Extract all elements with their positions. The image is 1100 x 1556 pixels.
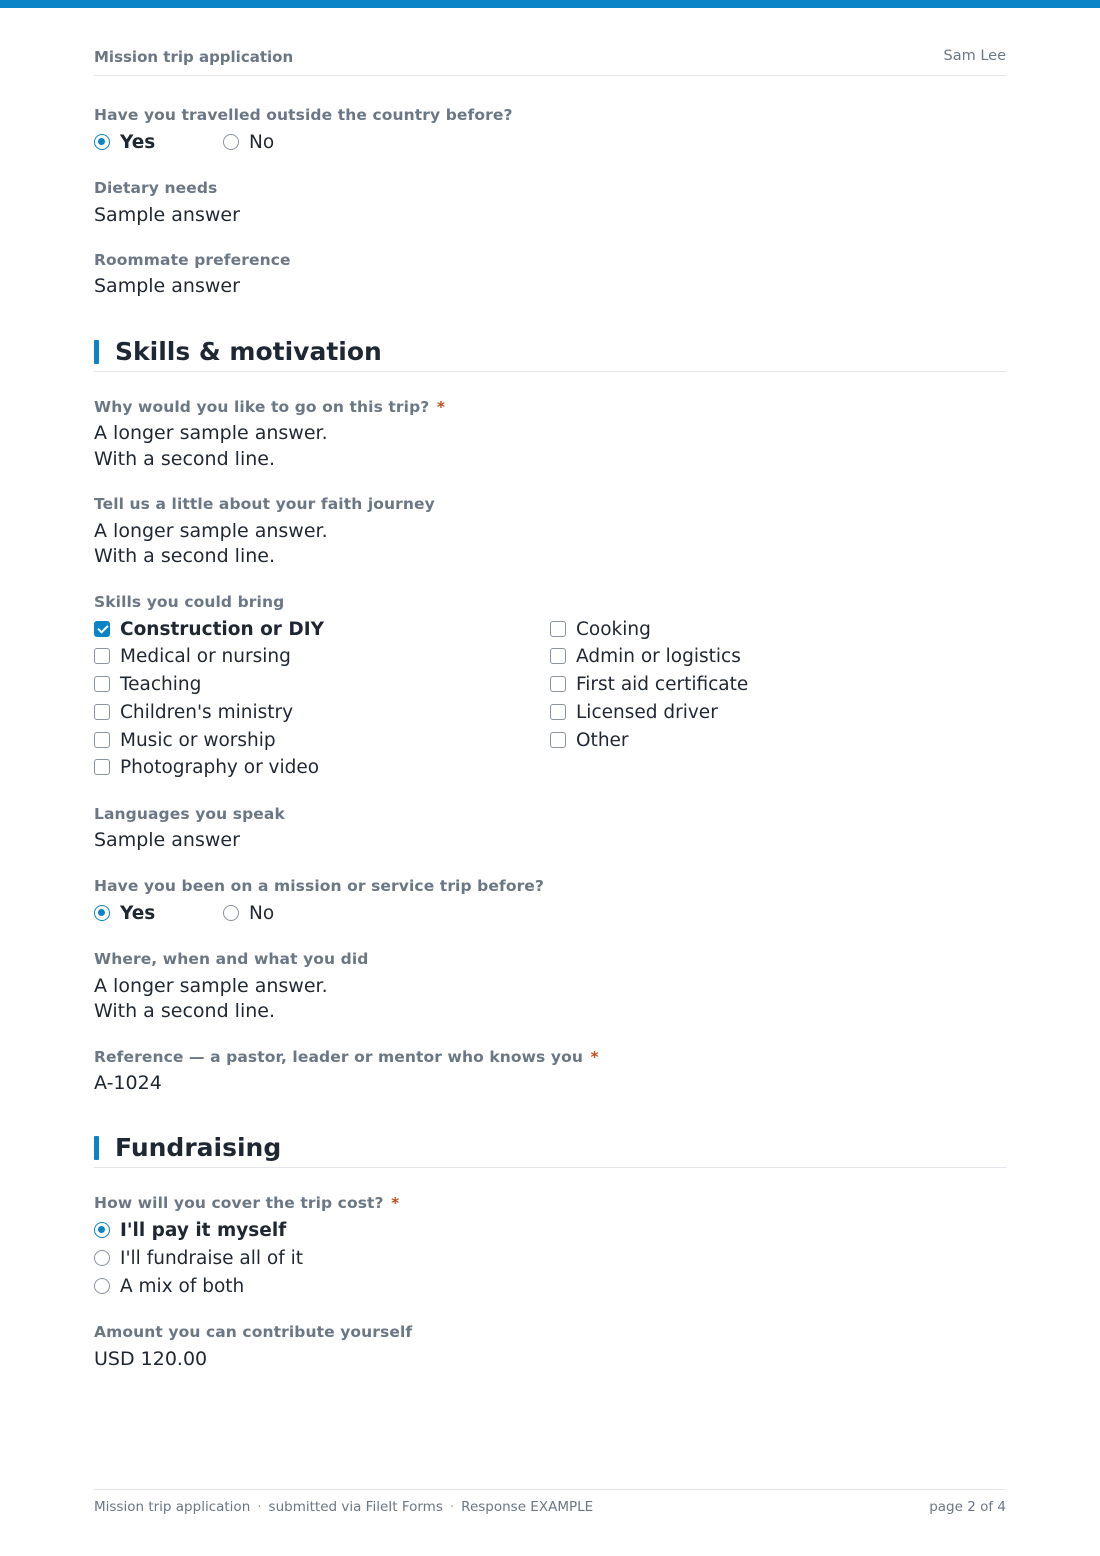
checkbox-label: Construction or DIY	[120, 618, 324, 640]
answer-where-line-1: A longer sample answer.	[94, 975, 328, 997]
respondent-name: Sam Lee	[943, 48, 1006, 64]
checkbox-skill-teaching[interactable]	[94, 672, 201, 696]
footer-submitted-via: submitted via FileIt Forms	[268, 1499, 443, 1515]
question-label-why	[94, 398, 445, 416]
checkbox-empty-icon	[550, 704, 566, 720]
radio-option-label: I'll fundraise all of it	[120, 1247, 303, 1269]
footer-response-id: Response EXAMPLE	[461, 1499, 594, 1515]
checkbox-label: First aid certificate	[576, 673, 749, 695]
form-title: Mission trip application	[94, 48, 294, 66]
checkbox-skill-medical[interactable]	[94, 644, 291, 668]
required-mark: *	[391, 1194, 400, 1212]
checkbox-skill-first-aid[interactable]	[550, 672, 748, 696]
question-label-where: Where, when and what you did	[94, 950, 369, 968]
section-title-fundraising: Fundraising	[115, 1133, 282, 1162]
question-label-faith: Tell us a little about your faith journey	[94, 495, 435, 513]
checkbox-skill-cooking[interactable]	[550, 617, 651, 641]
checkbox-skill-music[interactable]	[94, 728, 276, 752]
answer-why-line-1: A longer sample answer.	[94, 422, 328, 444]
checkbox-label: Music or worship	[120, 729, 276, 751]
radio-option-label: I'll pay it myself	[120, 1219, 287, 1241]
section-title-skills: Skills & motivation	[115, 337, 382, 366]
checkbox-label: Cooking	[576, 618, 651, 640]
radio-option-travelled-no[interactable]	[223, 130, 274, 154]
radio-unselected-icon	[94, 1250, 110, 1266]
required-mark: *	[590, 1048, 599, 1066]
checkbox-skill-other[interactable]	[550, 728, 629, 752]
page-header	[94, 48, 1006, 76]
answer-faith-line-1: A longer sample answer.	[94, 520, 328, 542]
page-footer	[94, 1489, 1006, 1519]
checkbox-label: Other	[576, 729, 629, 751]
form-page	[94, 0, 1006, 1556]
question-label-text: Reference — a pastor, leader or mentor who knows you	[94, 1048, 583, 1066]
radio-selected-icon	[94, 134, 110, 150]
checkbox-label: Photography or video	[120, 756, 320, 778]
question-label-mission-before: Have you been on a mission or service trip before?	[94, 877, 545, 895]
radio-unselected-icon	[223, 134, 239, 150]
question-label-amount: Amount you can contribute yourself	[94, 1323, 413, 1341]
radio-selected-icon	[94, 1222, 110, 1238]
radio-option-label: Yes	[120, 131, 156, 153]
question-label-languages: Languages you speak	[94, 805, 285, 823]
checkbox-label: Medical or nursing	[120, 645, 291, 667]
checkbox-skill-driver[interactable]	[550, 700, 718, 724]
required-mark: *	[436, 398, 446, 416]
question-label-text: How will you cover the trip cost?	[94, 1194, 384, 1212]
question-label-reference	[94, 1048, 599, 1066]
answer-roommate: Sample answer	[94, 275, 240, 297]
footer-separator: ·	[449, 1499, 455, 1515]
checkbox-empty-icon	[94, 676, 110, 692]
radio-option-label: A mix of both	[120, 1275, 245, 1297]
checkbox-empty-icon	[94, 759, 110, 775]
radio-selected-icon	[94, 905, 110, 921]
footer-form-name: Mission trip application	[94, 1499, 251, 1515]
checkbox-label: Teaching	[120, 673, 202, 695]
checkbox-skill-admin[interactable]	[550, 644, 741, 668]
checkbox-empty-icon	[94, 648, 110, 664]
checkbox-label: Licensed driver	[576, 701, 718, 723]
checkbox-label: Admin or logistics	[576, 645, 741, 667]
radio-unselected-icon	[223, 905, 239, 921]
section-header-skills	[94, 336, 1006, 372]
answer-where-line-2: With a second line.	[94, 1000, 275, 1022]
footer-info	[94, 1499, 593, 1515]
answer-why-line-2: With a second line.	[94, 448, 275, 470]
radio-unselected-icon	[94, 1278, 110, 1294]
question-label-text: Why would you like to go on this trip?	[94, 398, 430, 416]
radio-option-label: No	[249, 131, 275, 153]
checkbox-checked-icon	[94, 621, 110, 637]
radio-option-cost-pay-myself[interactable]	[94, 1218, 286, 1242]
radio-option-mission-yes[interactable]	[94, 901, 155, 925]
checkbox-empty-icon	[550, 676, 566, 692]
footer-separator: ·	[257, 1499, 262, 1515]
answer-faith-line-2: With a second line.	[94, 545, 275, 567]
answer-languages: Sample answer	[94, 829, 240, 851]
radio-option-cost-fundraise[interactable]	[94, 1246, 303, 1270]
checkbox-empty-icon	[550, 648, 566, 664]
checkbox-label: Children's ministry	[120, 701, 294, 723]
checkbox-empty-icon	[94, 732, 110, 748]
radio-option-label: Yes	[120, 902, 156, 924]
checkbox-skill-construction[interactable]	[94, 617, 324, 641]
question-label-cost	[94, 1194, 399, 1212]
answer-amount: USD 120.00	[94, 1348, 208, 1370]
answer-dietary: Sample answer	[94, 204, 240, 226]
section-header-fundraising	[94, 1132, 1006, 1168]
answer-reference: A-1024	[94, 1072, 162, 1094]
question-label-travelled: Have you travelled outside the country before?	[94, 106, 513, 124]
question-label-skills: Skills you could bring	[94, 593, 285, 611]
radio-option-travelled-yes[interactable]	[94, 130, 155, 154]
radio-option-mission-no[interactable]	[223, 901, 274, 925]
checkbox-skill-childrens-ministry[interactable]	[94, 700, 293, 724]
section-accent-bar	[94, 1136, 99, 1160]
radio-option-cost-mix[interactable]	[94, 1274, 244, 1298]
radio-option-label: No	[249, 902, 275, 924]
checkbox-empty-icon	[94, 704, 110, 720]
section-accent-bar	[94, 340, 99, 364]
checkbox-skill-photography[interactable]	[94, 755, 319, 779]
checkbox-empty-icon	[550, 621, 566, 637]
page-number: page 2 of 4	[929, 1499, 1006, 1515]
checkbox-empty-icon	[550, 732, 566, 748]
question-label-roommate: Roommate preference	[94, 251, 291, 269]
question-label-dietary: Dietary needs	[94, 179, 218, 197]
